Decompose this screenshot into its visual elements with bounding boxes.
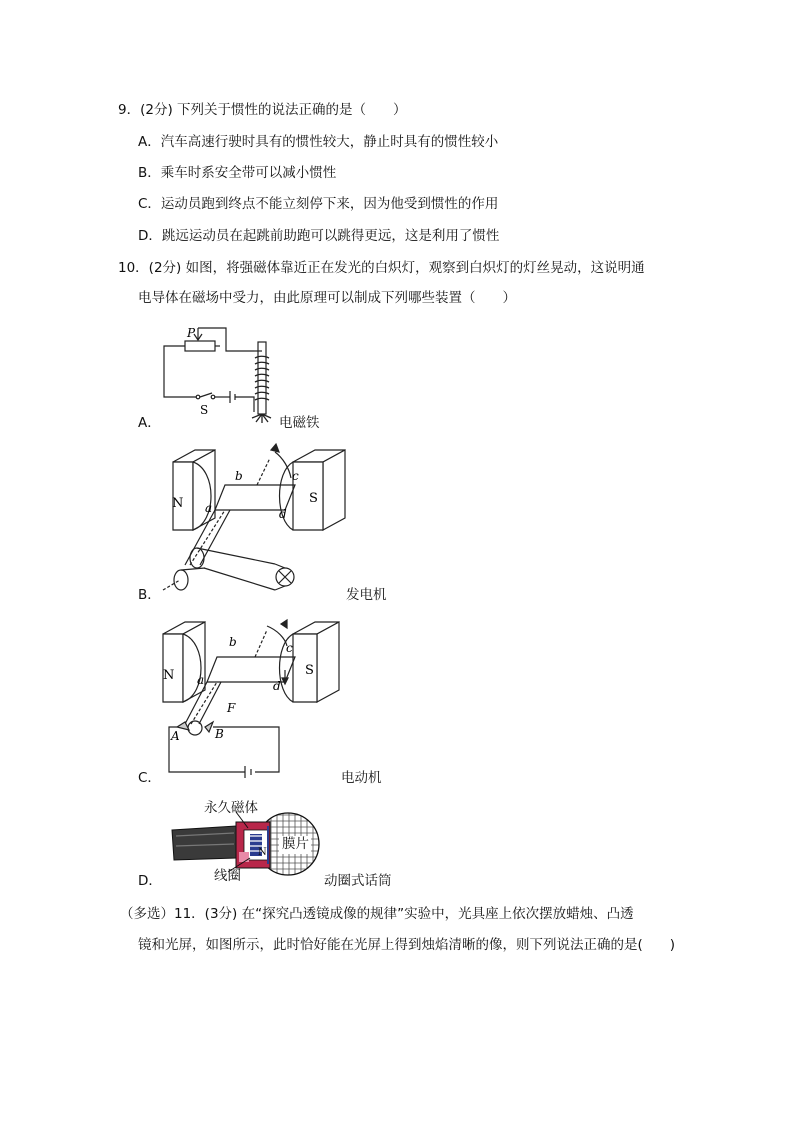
fig-d-label-coil: 线圈 bbox=[214, 868, 241, 884]
q9-option-c: C．运动员跑到终点不能立刻停下来，因为他受到惯性的作用 bbox=[138, 196, 499, 212]
fig-c-label-f: F bbox=[227, 701, 236, 715]
q9-option-b: B．乘车时系安全带可以减小惯性 bbox=[138, 165, 337, 181]
q10-option-d-caption: 动圈式话筒 bbox=[324, 873, 392, 889]
q9-option-a: A．汽车高速行驶时具有的惯性较大，静止时具有的惯性较小 bbox=[138, 134, 499, 150]
q9-stem: 9．(2分) 下列关于惯性的说法正确的是（ ） bbox=[118, 102, 407, 118]
fig-d-label-n: N bbox=[258, 847, 267, 858]
q10-option-d-letter: D． bbox=[138, 873, 162, 889]
q10-option-b-letter: B． bbox=[138, 587, 161, 603]
q10-option-b-caption: 发电机 bbox=[346, 587, 387, 603]
figure-c-electric-motor bbox=[155, 612, 355, 782]
q11-stem-line1: （多选）11．(3分) 在“探究凸透镜成像的规律”实验中，光具座上依次摆放蜡烛、凸透 bbox=[120, 906, 634, 922]
q11-stem-line2: 镜和光屏，如图所示，此时恰好能在光屏上得到烛焰清晰的像，则下列说法正确的是( ) bbox=[138, 937, 676, 953]
figure-b-generator bbox=[155, 440, 355, 600]
q10-stem-line2: 电导体在磁场中受力，由此原理可以制成下列哪些装置（ ） bbox=[138, 290, 516, 306]
q10-option-c-caption: 电动机 bbox=[341, 770, 382, 786]
fig-b-label-c: c bbox=[292, 469, 299, 483]
fig-c-label-n: N bbox=[163, 668, 175, 683]
fig-c-label-a-brush: A bbox=[171, 729, 180, 743]
fig-a-label-p: P bbox=[187, 326, 196, 340]
fig-b-label-s: S bbox=[309, 491, 318, 506]
fig-b-label-n: N bbox=[172, 496, 184, 511]
figure-a-electromagnet-circuit bbox=[150, 322, 290, 426]
q10-option-a-caption: 电磁铁 bbox=[279, 415, 320, 431]
fig-c-label-d: d bbox=[273, 679, 281, 693]
fig-c-label-a: a bbox=[197, 673, 205, 687]
fig-b-label-b: b bbox=[235, 469, 243, 483]
fig-b-label-d: d bbox=[279, 507, 287, 521]
fig-d-label-magnet: 永久磁体 bbox=[204, 800, 258, 816]
fig-c-label-s: S bbox=[305, 663, 314, 678]
fig-c-label-b-brush: B bbox=[215, 727, 224, 741]
q10-option-c-letter: C． bbox=[138, 770, 161, 786]
fig-c-label-b: b bbox=[229, 635, 237, 649]
q10-stem-line1: 10．(2分) 如图，将强磁体靠近正在发光的白炽灯，观察到白炽灯的灯丝晃动，这说明通 bbox=[118, 260, 645, 276]
fig-b-label-a: a bbox=[205, 501, 213, 515]
fig-c-label-c: c bbox=[286, 641, 293, 655]
q9-option-d: D．跳远运动员在起跳前助跑可以跳得更远，这是利用了惯性 bbox=[138, 228, 500, 244]
fig-d-label-membrane: 膜片 bbox=[282, 836, 309, 852]
q10-option-a-letter: A． bbox=[138, 415, 161, 431]
fig-a-label-s: S bbox=[200, 403, 209, 417]
